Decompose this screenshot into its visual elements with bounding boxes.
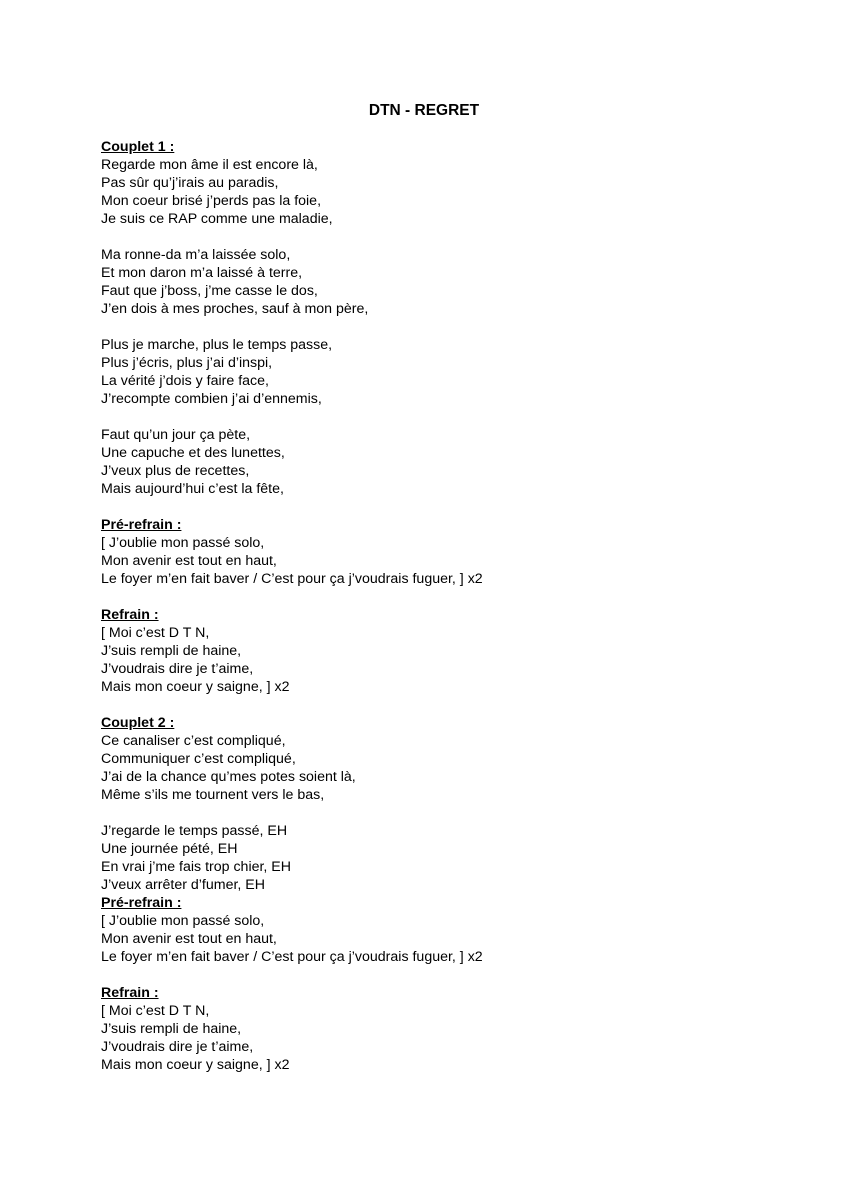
lyric-line: Plus j’écris, plus j’ai d’inspi, [101, 355, 273, 371]
lyric-line: Mais aujourd’hui c’est la fête, [101, 481, 284, 497]
stanza-gap [101, 804, 801, 822]
section-gap [101, 696, 801, 714]
section-gap [101, 966, 801, 984]
lyric-line: J’suis rempli de haine, [101, 1021, 242, 1037]
lyric-line: Mon avenir est tout en haut, [101, 553, 277, 569]
section-heading: Refrain : [101, 607, 159, 623]
section-refrain-1 [101, 606, 801, 696]
lyric-line: Pas sûr qu’j’irais au paradis, [101, 175, 279, 191]
section-heading: Pré-refrain : [101, 895, 182, 911]
lyric-line: J’voudrais dire je t’aime, [101, 1039, 254, 1055]
lyric-line: Ce canaliser c’est compliqué, [101, 733, 286, 749]
lyric-line: J’ai de la chance qu’mes potes soient là, [101, 769, 356, 785]
page-title [0, 101, 848, 121]
lyric-line: J’veux arrêter d’fumer, EH [101, 877, 266, 893]
lyric-line: Ma ronne-da m’a laissée solo, [101, 247, 291, 263]
section-gap [101, 498, 801, 516]
lyric-line: [ Moi c’est D T N, [101, 625, 210, 641]
section-couplet-1 [101, 138, 801, 498]
lyrics-body [101, 138, 801, 1074]
lyric-line: Communiquer c’est compliqué, [101, 751, 296, 767]
section-gap [101, 588, 801, 606]
lyric-line: Regarde mon âme il est encore là, [101, 157, 318, 173]
section-heading: Couplet 2 : [101, 715, 175, 731]
lyric-line: [ J’oublie mon passé solo, [101, 913, 265, 929]
stanza-gap [101, 408, 801, 426]
lyric-line: Le foyer m’en fait baver / C’est pour ça j’voudrais fuguer, ] x2 [101, 949, 483, 965]
stanza-gap [101, 318, 801, 336]
lyric-line: Mais mon coeur y saigne, ] x2 [101, 1057, 290, 1073]
lyric-line: Mon avenir est tout en haut, [101, 931, 277, 947]
lyric-line: [ J’oublie mon passé solo, [101, 535, 265, 551]
lyric-line: En vrai j’me fais trop chier, EH [101, 859, 292, 875]
lyric-line: Je suis ce RAP comme une maladie, [101, 211, 333, 227]
lyric-line: J’suis rempli de haine, [101, 643, 242, 659]
section-heading: Pré-refrain : [101, 517, 182, 533]
lyric-line: J’recompte combien j’ai d’ennemis, [101, 391, 322, 407]
section-pre-refrain-2 [101, 894, 801, 966]
lyric-line: Une capuche et des lunettes, [101, 445, 285, 461]
lyric-line: Le foyer m’en fait baver / C’est pour ça j’voudrais fuguer, ] x2 [101, 571, 483, 587]
lyric-line: Mon coeur brisé j’perds pas la foie, [101, 193, 322, 209]
lyric-line: Mais mon coeur y saigne, ] x2 [101, 679, 290, 695]
section-refrain-2 [101, 984, 801, 1074]
section-heading: Refrain : [101, 985, 159, 1001]
lyric-line: Même s’ils me tournent vers le bas, [101, 787, 325, 803]
lyric-line: Faut que j’boss, j’me casse le dos, [101, 283, 318, 299]
lyric-line: Faut qu’un jour ça pète, [101, 427, 251, 443]
lyric-line: Une journée pété, EH [101, 841, 238, 857]
section-pre-refrain-1 [101, 516, 801, 588]
lyric-line: [ Moi c’est D T N, [101, 1003, 210, 1019]
lyric-line: Et mon daron m’a laissé à terre, [101, 265, 303, 281]
section-heading: Couplet 1 : [101, 139, 175, 155]
section-couplet-2 [101, 714, 801, 894]
lyric-line: La vérité j’dois y faire face, [101, 373, 269, 389]
lyric-line: J’voudrais dire je t’aime, [101, 661, 254, 677]
song-title: DTN - REGRET [368, 102, 480, 119]
lyric-line: J’en dois à mes proches, sauf à mon père, [101, 301, 369, 317]
stanza-gap [101, 228, 801, 246]
lyric-line: Plus je marche, plus le temps passe, [101, 337, 333, 353]
lyric-line: J’regarde le temps passé, EH [101, 823, 288, 839]
lyric-line: J’veux plus de recettes, [101, 463, 250, 479]
